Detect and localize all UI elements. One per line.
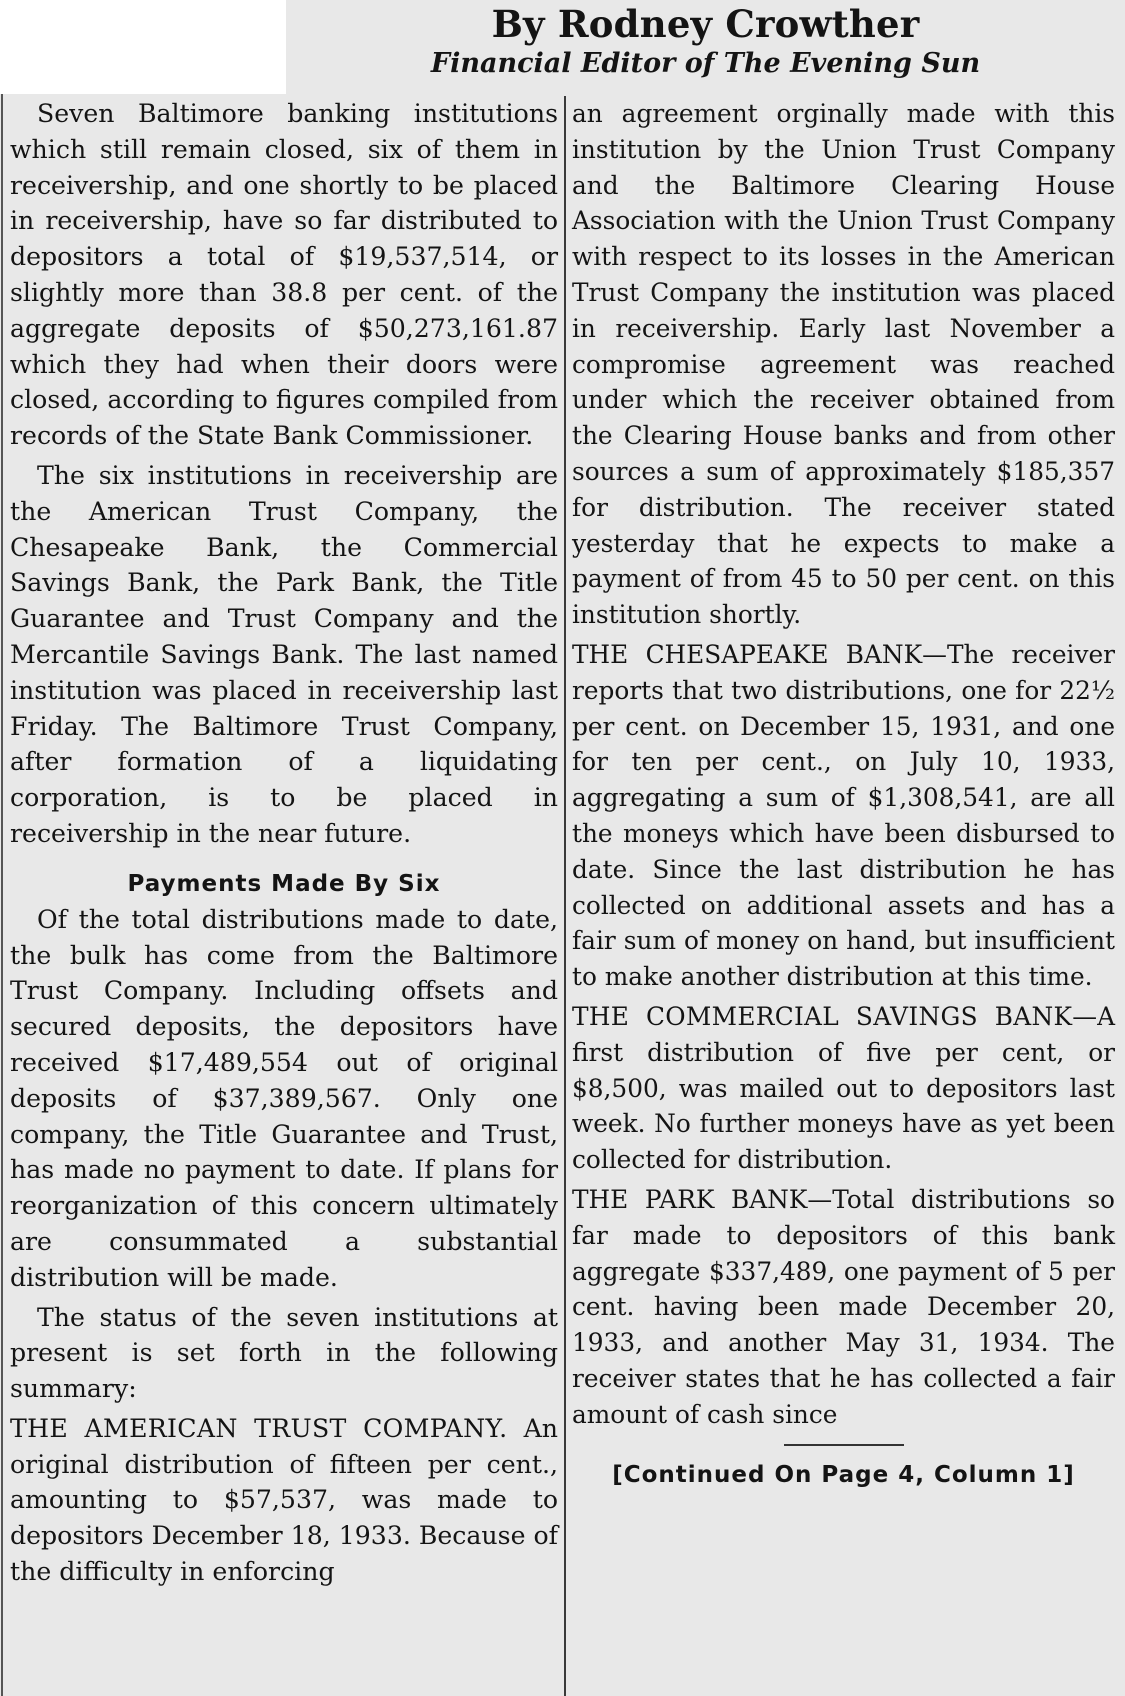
paragraph-distributions: Of the total distributions made to date, the bulk has come from the Baltimore Trust Company. Including offsets and secured deposits, the depositors have received $17,489,554 out of original deposits of $37,389,567. Only one company, the Title Guarantee and Trust, has made no payment to date. If plans for reorganization of this concern ultimately are consummated a substantial distribution will be made. — [10, 904, 558, 1292]
continuation-rule — [784, 1444, 904, 1446]
blank-corner — [0, 0, 286, 94]
section-lead-chesapeake: THE CHESAPEAKE BANK — [572, 639, 923, 669]
section-body-park-bank: —Total distributions so far made to depositors of this bank aggregate $337,489, one payment of 5 per cent. having been made December 20, 1933, and another May 31, 1934. The receiver states that he has collected a fair amount of cash since — [572, 1184, 1115, 1429]
section-body-chesapeake: —The receiver reports that two distributions, one for 22½ per cent. on December 15, 1931, and one for ten per cent., on July 10, 1933, aggregating a sum of $1,308,541, are all the moneys which have been disbursed to date. Since the last distribution he has collected on additional assets and has a fair sum of money on hand, but insufficient to make another distribution at this time. — [572, 639, 1116, 992]
section-lead-commercial-savings: THE COMMERCIAL SAVINGS BANK — [572, 1001, 1073, 1031]
left-column — [10, 96, 558, 1594]
byline: By Rodney Crowther — [491, 2, 920, 46]
section-body-american-trust: An original distribution of fifteen per cent., amounting to $57,537, was made to depositors December 18, 1933. Because of the difficulty in enforcing — [10, 1413, 558, 1587]
paragraph-chesapeake — [572, 637, 1115, 995]
paragraph-intro: Seven Baltimore banking institutions which still remain closed, six of them in receivership, and one shortly to be placed in receivership, have so far distributed to depositors a total of $19,537,514, or slightly more than 38.8 per cent. of the aggregate deposits of $50,273,161.87 which they had when their doors were closed, according to figures compiled from records of the State Bank Commissioner. — [10, 99, 558, 451]
continued-notice: [Continued On Page 4, Column 1] — [612, 1462, 1075, 1489]
right-column — [572, 96, 1115, 1490]
paragraph-commercial-savings — [572, 999, 1115, 1178]
article-header — [286, 0, 1125, 82]
column-divider — [564, 96, 566, 1696]
subheading: Payments Made By Six — [127, 870, 441, 897]
left-border — [1, 94, 3, 1696]
paragraph-summary: The status of the seven institutions at present is set forth in the following summary: — [10, 1302, 558, 1404]
section-lead-american-trust: THE AMERICAN TRUST COMPANY. — [10, 1413, 508, 1443]
paragraph-park-bank — [572, 1182, 1115, 1433]
paragraph-american-trust — [10, 1411, 558, 1590]
section-body-commercial-savings: —A first distribution of five per cent, or $8,500, was mailed out to depositors last week. No further moneys have as yet been collected for distribution. — [572, 1001, 1115, 1175]
author-title: Financial Editor of The Evening Sun — [430, 48, 981, 79]
paragraph-american-trust-continued: an agreement orginally made with this institution by the Union Trust Company and the Baltimore Clearing House Association with the Union Trust Company with respect to its losses in the American Trust Company the institution was placed in receivership. Early last November a compromise agreement was reached under which the receiver obtained from the Clearing House banks and from other sources a sum of approximately $185,357 for distribution. The receiver stated yesterday that he expects to make a payment of from 45 to 50 per cent. on this institution shortly. — [572, 99, 1115, 630]
section-lead-park-bank: THE PARK BANK — [572, 1184, 808, 1214]
paragraph-institutions: The six institutions in receivership are the American Trust Company, the Chesapeake Bank, the Commercial Savings Bank, the Park Bank, the Title Guarantee and Trust Company and the Mercantile Savings Bank. The last named institution was placed in receivership last Friday. The Baltimore Trust Company, after formation of a liquidating corporation, is to be placed in receivership in the near future. — [10, 460, 558, 848]
